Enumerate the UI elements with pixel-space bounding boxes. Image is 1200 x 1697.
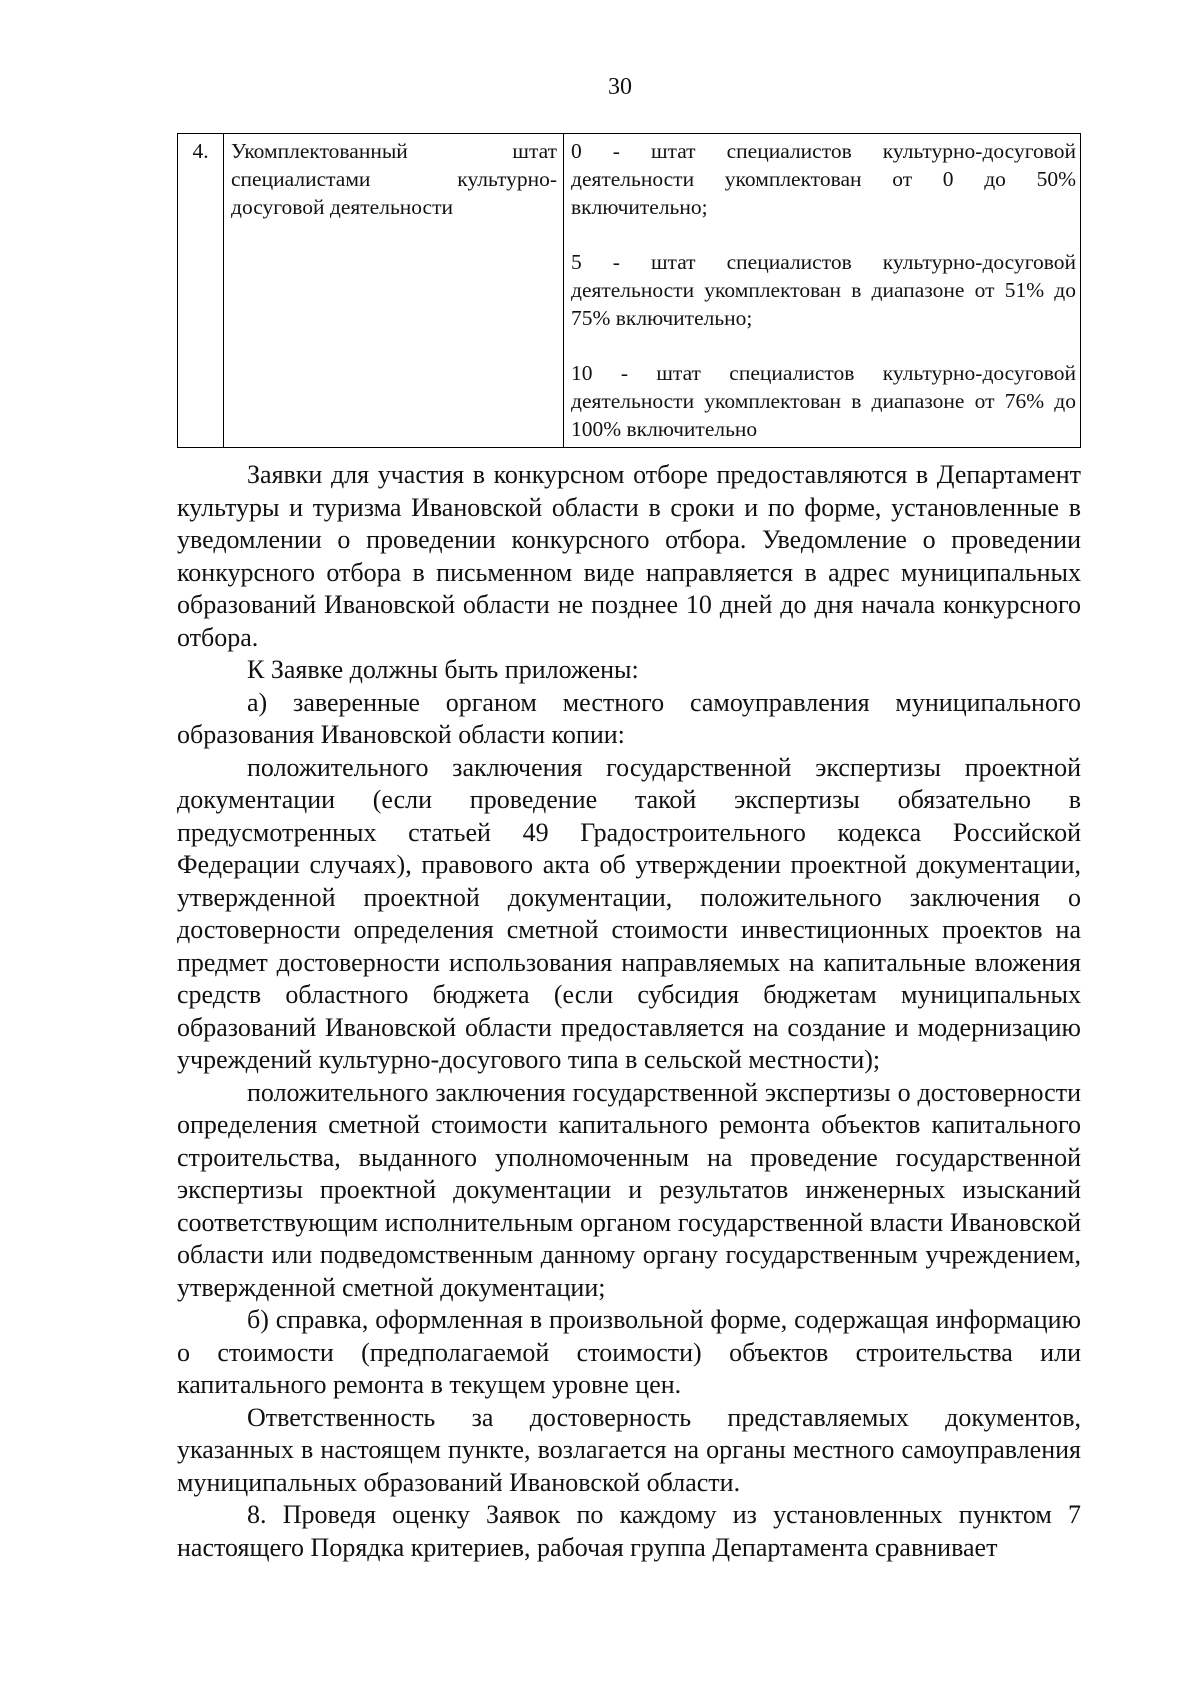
paragraph-item-a: а) заверенные органом местного самоуправления муниципального образования Ивановской области копии: (177, 687, 1081, 749)
paragraph-design-expertise: положительного заключения государственной экспертизы проектной документации (если проведение такой экспертизы обязательно в предусмотренных статьей 49 Градостроительного кодекса Российской Федерации случаях), правового акта об утверждении проектной документации, утвержденной проектной документации, положительного заключения о достоверности определения сметной стоимости инвестиционных проектов на предмет достоверности использования направляемых на капитальные вложения средств областного бюджета (если субсидия бюджетам муниципальных образований Ивановской области предоставляется на создание и модернизацию учреждений культурно-досугового типа в сельской местности); (177, 752, 1081, 1074)
paragraph-responsibility: Ответственность за достоверность представляемых документов, указанных в настоящем пункте, возлагается на органы местного самоуправления муниципальных образований Ивановской области. (177, 1402, 1081, 1497)
row-number: 4. (178, 134, 224, 448)
page-number: 30 (608, 74, 632, 100)
score-item: 5 - штат специалистов культурно-досуговой деятельности укомплектован в диапазоне от 51% до 75% включительно; (571, 250, 1076, 330)
score-item: 0 - штат специалистов культурно-досуговой деятельности укомплектован от 0 до 50% включительно; (571, 139, 1076, 219)
document-body (177, 459, 1081, 1564)
table-row (178, 134, 1081, 448)
criterion-name: Укомплектованный штат специалистами культурно-досуговой деятельности (224, 134, 564, 448)
score-cell (564, 134, 1081, 448)
paragraph-attachments-intro: К Заявке должны быть приложены: (247, 655, 639, 684)
paragraph-applications: Заявки для участия в конкурсном отборе предоставляются в Департамент культуры и туризма Ивановской области в сроки и по форме, установленные в уведомлении о проведении конкурсного отбора. Уведомление о проведении конкурсного отбора в письменном виде направляется в адрес муниципальных образований Ивановской области не позднее 10 дней до дня начала конкурсного отбора. (177, 460, 1081, 652)
paragraph-item-b: б) справка, оформленная в произвольной форме, содержащая информацию о стоимости (предполагаемой стоимости) объектов строительства или капитального ремонта в текущем уровне цен. (177, 1305, 1081, 1399)
paragraph-cost-expertise: положительного заключения государственной экспертизы о достоверности определения сметной стоимости капитального ремонта объектов капитального строительства, выданного уполномоченным на проведение государственной экспертизы проектной документации и результатов инженерных изысканий соответствующим исполнительным органом государственной власти Ивановской области или подведомственным данному органу государственным учреждением, утвержденной сметной документации; (177, 1077, 1081, 1302)
criteria-table (177, 133, 1081, 448)
paragraph-section-8: 8. Проведя оценку Заявок по каждому из установленных пунктом 7 настоящего Порядка критериев, рабочая группа Департамента сравнивает (177, 1500, 1081, 1562)
score-item: 10 - штат специалистов культурно-досуговой деятельности укомплектован в диапазоне от 76% до 100% включительно (571, 361, 1076, 441)
